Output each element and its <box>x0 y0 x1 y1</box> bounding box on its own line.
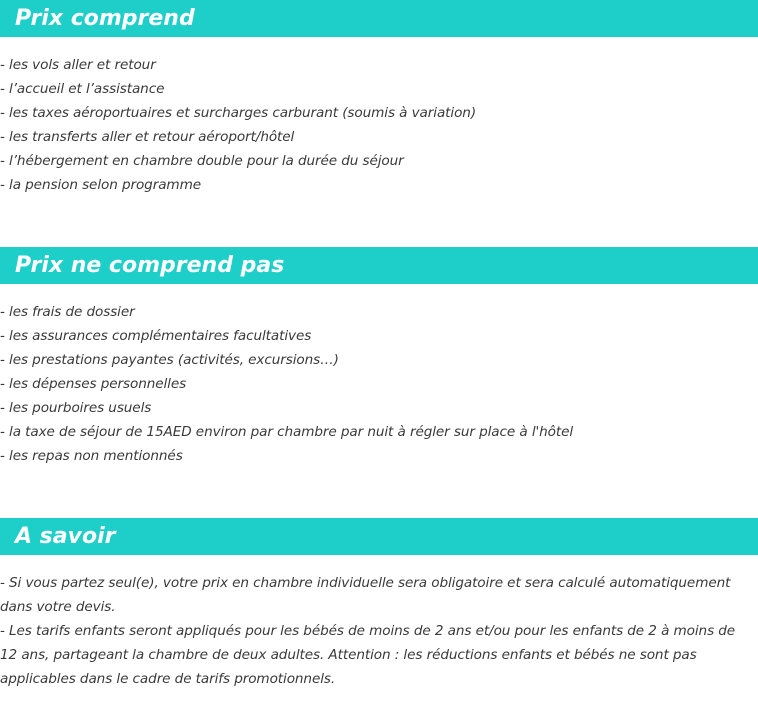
info-paragraph-single-supplement: - Si vous partez seul(e), votre prix en chambre individuelle sera obligatoire et sera calculé automatiquement dans votre devis. <box>0 575 731 615</box>
list-item: - la pension selon programme <box>0 177 201 193</box>
list-item: - les assurances complémentaires facultatives <box>0 328 312 344</box>
list-item: - la taxe de séjour de 15AED environ par chambre par nuit à régler sur place à l'hôtel <box>0 424 574 440</box>
list-item: - les transferts aller et retour aéroport/hôtel <box>0 129 295 145</box>
list-item: - les taxes aéroportuaires et surcharges carburant (soumis à variation) <box>0 105 477 121</box>
list-item: - les pourboires usuels <box>0 400 152 416</box>
list-item: - les repas non mentionnés <box>0 448 183 464</box>
section-title-prix-ne-comprend-pas: Prix ne comprend pas <box>0 247 758 284</box>
section-title-a-savoir: A savoir <box>0 518 758 555</box>
list-item: - les prestations payantes (activités, excursions…) <box>0 352 339 368</box>
section-title-prix-comprend: Prix comprend <box>0 0 758 37</box>
list-item: - l’accueil et l’assistance <box>0 81 165 97</box>
included-list <box>0 53 758 197</box>
list-item: - les vols aller et retour <box>0 57 156 73</box>
list-item: - les dépenses personnelles <box>0 376 187 392</box>
excluded-list <box>0 300 758 468</box>
info-paragraph-children-rates: - Les tarifs enfants seront appliqués pour les bébés de moins de 2 ans et/ou pour les enfants de 2 à moins de 12 ans, partageant la chambre de deux adultes. Attention : les réductions enfants et bébés ne sont pas applicables dans le cadre de tarifs promotionnels. <box>0 623 736 687</box>
list-item: - les frais de dossier <box>0 304 135 320</box>
list-item: - l’hébergement en chambre double pour la durée du séjour <box>0 153 404 169</box>
